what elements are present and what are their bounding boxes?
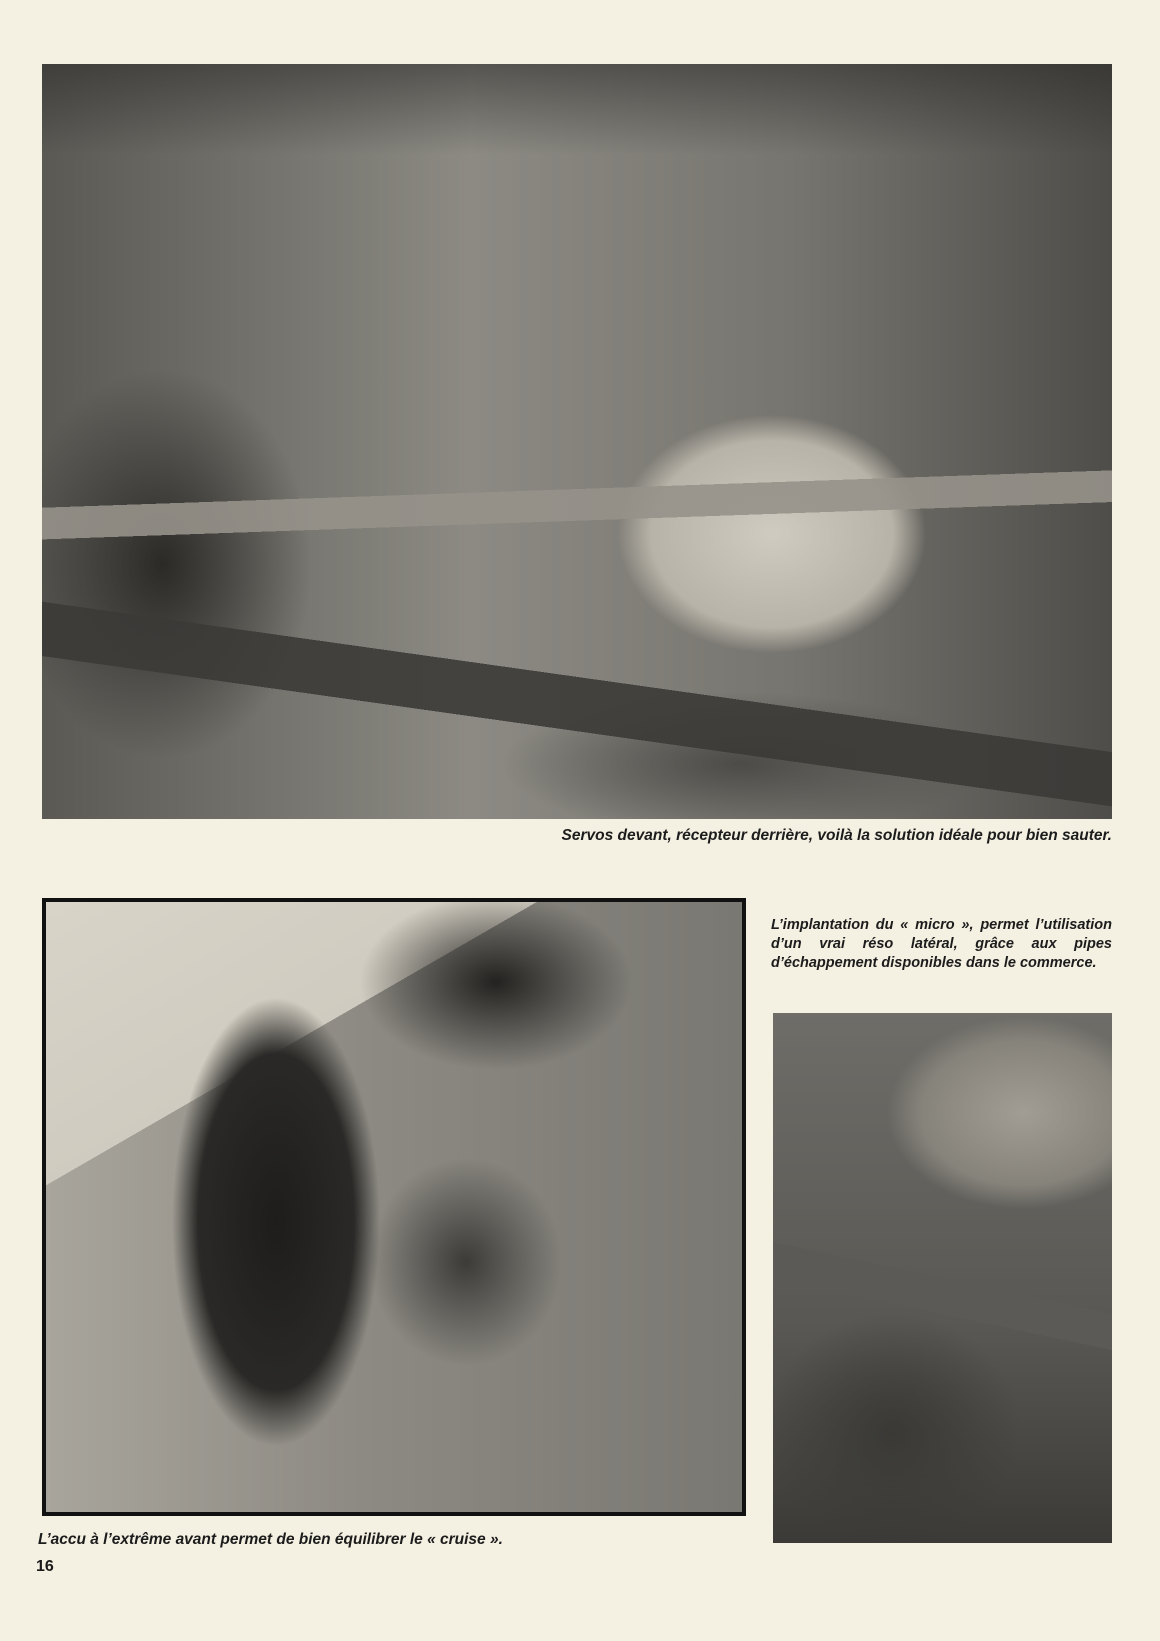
page-number: 16 [36, 1558, 54, 1575]
photo-chassis-servos [42, 64, 1112, 819]
photo-battery-front [42, 898, 746, 1516]
caption-photo-top: Servos devant, récepteur derrière, voilà la solution idéale pour bien sauter. [561, 827, 1112, 844]
caption-photo-right: L’implantation du « micro », permet l’utilisation d’un vrai réso latéral, grâce aux pipes d’échappement disponibles dans le commerce. [771, 917, 1112, 971]
photo-exhaust-pipe [773, 1013, 1112, 1543]
caption-photo-bottom-left: L’accu à l’extrême avant permet de bien équilibrer le « cruise ». [38, 1531, 503, 1548]
